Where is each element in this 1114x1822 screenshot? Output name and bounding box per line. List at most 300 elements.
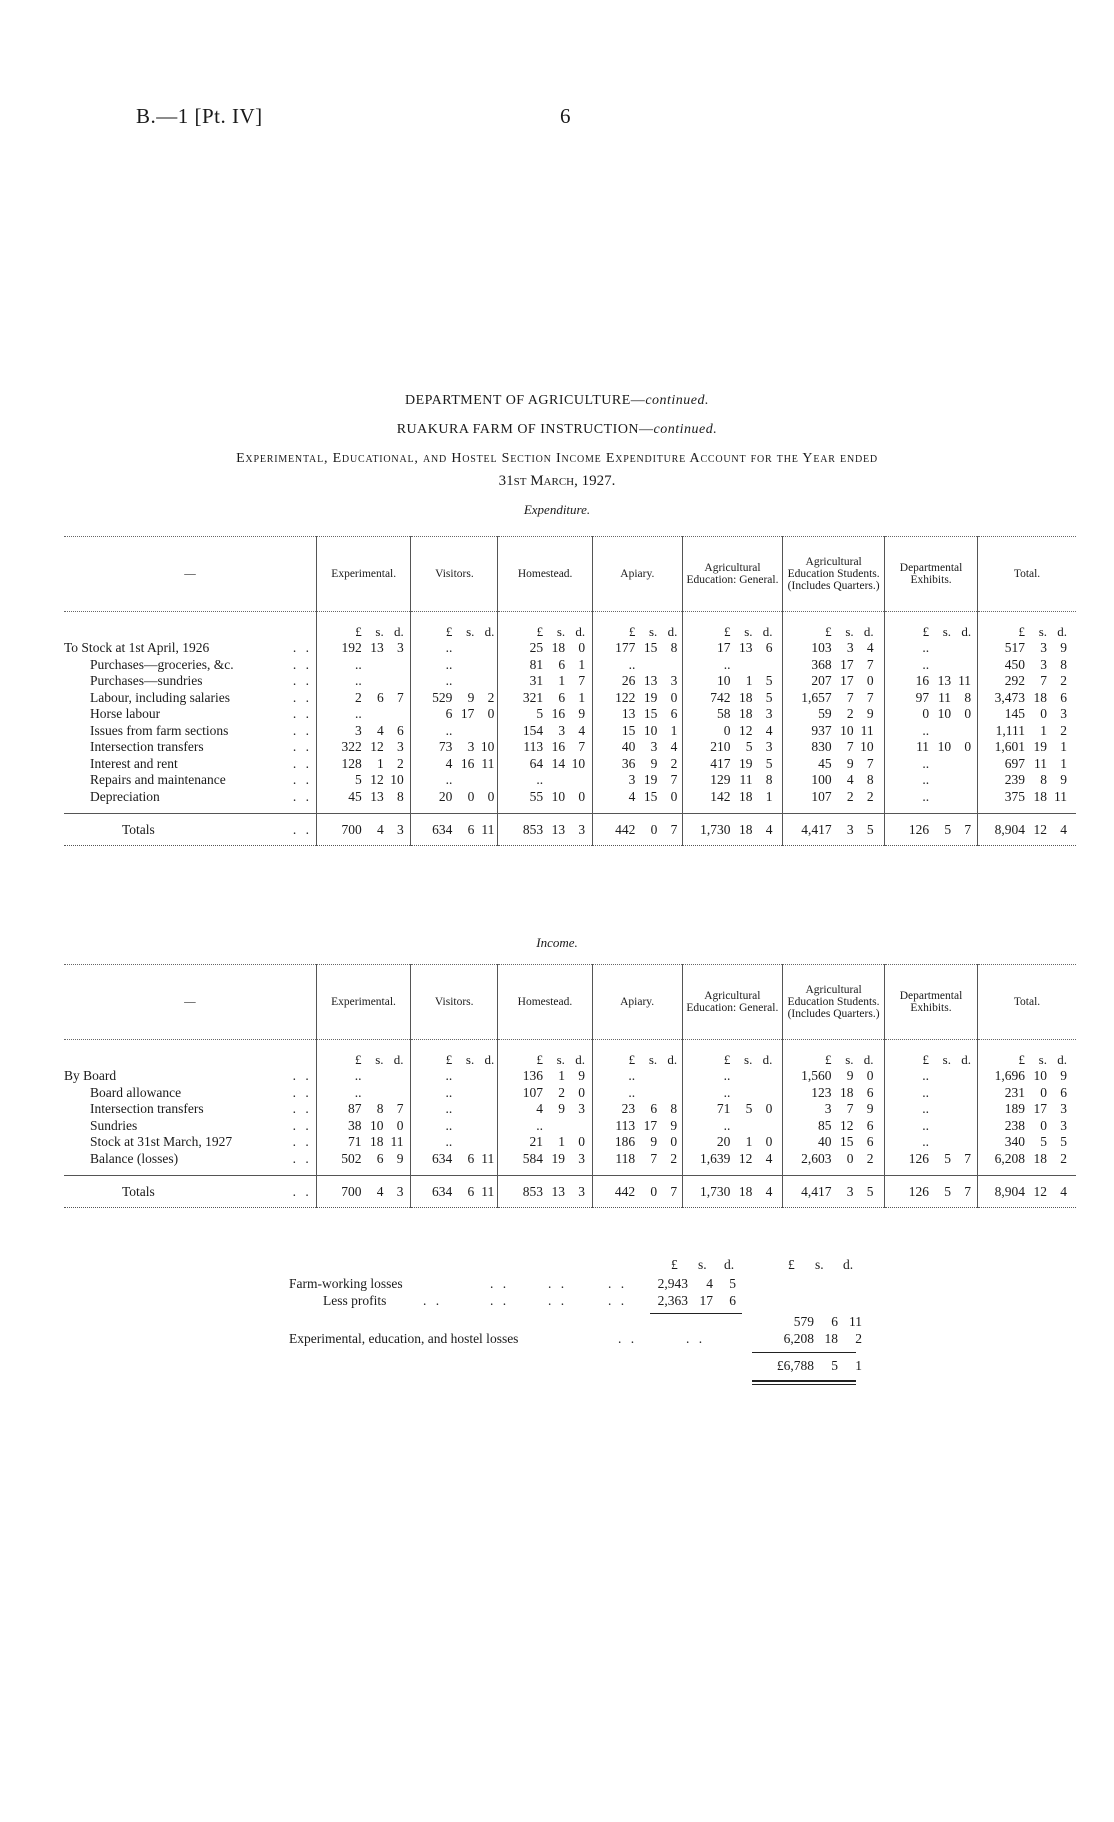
total-cell-pence: 4	[1060, 1184, 1067, 1199]
currency-symbol: £	[723, 1051, 731, 1067]
total-cell-shillings: 13	[551, 822, 566, 837]
summary-pence-header: d.	[843, 1257, 854, 1272]
amount-cell-shillings: 0	[846, 1150, 854, 1166]
amount-cell-pounds: ..	[628, 1068, 636, 1083]
total-cell	[316, 1176, 410, 1208]
amount-cell-pence: 3	[396, 739, 404, 754]
total-cell-pounds: 126	[908, 822, 930, 837]
currency-header	[317, 612, 411, 641]
amount-cell	[783, 739, 885, 756]
amount-cell-pounds: ..	[445, 722, 453, 738]
total-cell-pence: 3	[578, 1184, 585, 1199]
amount-cell	[592, 1101, 682, 1118]
amount-cell	[682, 789, 782, 806]
leader-dots: . .	[490, 1276, 510, 1291]
leader-dots: . .	[292, 772, 312, 787]
currency-symbol: d.	[961, 623, 972, 639]
amount-cell-pence: 1	[578, 656, 586, 672]
total-cell-pounds: 8,904	[994, 1184, 1025, 1199]
farm-working-losses-pounds: 2,943	[657, 1276, 688, 1291]
total-cell-pence: 11	[481, 822, 495, 837]
amount-cell-pence: 9	[866, 1101, 874, 1116]
income-row	[64, 1134, 1076, 1151]
amount-cell-pence: 0	[578, 1134, 585, 1149]
row-label-text: Intersection transfers	[90, 1101, 204, 1116]
amount-cell-shillings: 18	[1033, 689, 1048, 705]
amount-cell-pounds: 517	[1004, 640, 1026, 655]
amount-cell-pence: 1	[578, 689, 586, 705]
row-label	[64, 657, 317, 674]
amount-cell-pence: 1	[765, 788, 773, 804]
amount-cell-pence: 0	[396, 1117, 404, 1133]
total-cell-shillings: 4	[376, 822, 384, 837]
amount-cell	[316, 1134, 410, 1151]
amount-cell-pence: 0	[964, 739, 972, 754]
totals-row	[64, 814, 1076, 846]
currency-symbol: £	[825, 623, 832, 639]
amount-cell-pounds: ..	[445, 673, 453, 688]
amount-cell	[682, 640, 782, 657]
amount-cell-shillings: 10	[370, 1117, 384, 1133]
total-cell-pence: 3	[396, 1184, 404, 1199]
amount-cell	[885, 1151, 978, 1168]
amount-cell	[682, 1151, 782, 1168]
total-cell-shillings: 18	[738, 1184, 753, 1199]
row-label-text: Depreciation	[90, 788, 160, 804]
page-number: 6	[560, 104, 571, 128]
leader-dots: . .	[292, 755, 312, 771]
amount-cell-pounds: ..	[536, 772, 544, 787]
amount-cell	[317, 690, 411, 707]
amount-cell-pounds: 58	[717, 706, 731, 721]
amount-cell-pounds: 20	[438, 788, 453, 804]
amount-cell	[498, 772, 592, 789]
total-cell	[885, 1176, 978, 1208]
amount-cell-pence: 1	[1060, 755, 1068, 771]
currency-symbol: s.	[942, 623, 952, 639]
amount-cell-pounds: ..	[445, 1117, 453, 1133]
amount-cell-pounds: 38	[348, 1117, 362, 1133]
amount-cell-pounds: 107	[811, 788, 832, 804]
amount-cell-pence: 9	[866, 706, 874, 721]
column-header: Visitors.	[411, 965, 498, 1040]
amount-cell-pounds: 239	[1004, 772, 1026, 787]
amount-cell-pence: 1	[670, 722, 678, 738]
total-cell-pounds: 1,730	[700, 822, 731, 837]
total-cell	[411, 1176, 498, 1208]
amount-cell-pounds: 71	[716, 1101, 731, 1116]
less-profits-shillings: 17	[699, 1293, 713, 1308]
row-label-text: Sundries	[90, 1117, 138, 1133]
amount-cell	[411, 1118, 498, 1135]
amount-cell	[885, 1134, 978, 1151]
amount-cell	[682, 657, 782, 674]
amount-cell-pounds: 10	[717, 673, 731, 688]
total-double-rule	[752, 1380, 856, 1382]
amount-cell	[411, 706, 498, 723]
amount-cell-pounds: ..	[922, 772, 930, 787]
amount-cell-shillings: 5	[944, 1150, 951, 1166]
amount-cell-pence: 2	[1060, 722, 1068, 738]
amount-cell-shillings: 12	[739, 722, 753, 738]
amount-cell-shillings: 11	[938, 689, 952, 705]
amount-cell	[317, 739, 411, 756]
currency-symbol: £	[445, 1051, 453, 1067]
total-cell-pounds: 700	[341, 1184, 362, 1199]
row-label	[64, 1151, 316, 1168]
amount-cell	[885, 690, 978, 707]
currency-symbol: s.	[465, 1051, 475, 1067]
amount-cell	[885, 789, 978, 806]
leader-dots: . .	[618, 1331, 638, 1346]
total-cell-shillings: 6	[467, 1184, 475, 1199]
amount-cell-pounds: 40	[621, 739, 636, 754]
row-label	[64, 706, 317, 723]
document-reference: B.—1 [Pt. IV]	[136, 104, 263, 128]
amount-cell-shillings: 19	[643, 689, 658, 705]
amount-cell-pounds: 11	[916, 739, 930, 754]
amount-cell-pounds: 1,657	[801, 689, 832, 705]
amount-cell	[411, 772, 498, 789]
totals-label	[64, 1176, 316, 1208]
income-row	[64, 1101, 1076, 1118]
income-heading: Income.	[536, 935, 578, 950]
amount-cell	[783, 1134, 885, 1151]
amount-cell-pounds: 584	[522, 1150, 543, 1166]
amount-cell-pence: 5	[765, 689, 773, 705]
amount-cell-shillings: 9	[650, 1134, 658, 1149]
currency-symbol: s.	[744, 1051, 753, 1067]
expenditure-row	[64, 723, 1076, 740]
amount-cell	[498, 1134, 592, 1151]
total-cell-pence: 5	[866, 822, 874, 837]
amount-cell-pounds: 238	[1004, 1117, 1025, 1133]
account-title: Experimental, Educational, and Hostel Section Income Expenditure Account for the Year ended	[236, 451, 878, 466]
amount-cell-shillings: 12	[370, 739, 384, 754]
amount-cell-pence: 3	[765, 706, 773, 721]
expenditure-row	[64, 789, 1076, 806]
currency-symbol: s.	[1038, 1051, 1047, 1067]
amount-cell	[411, 1101, 498, 1118]
leader-dots: . .	[423, 1293, 443, 1308]
column-header: Experimental.	[317, 537, 411, 612]
amount-cell-pounds: 340	[1004, 1134, 1025, 1149]
amount-cell	[498, 723, 592, 740]
total-cell	[682, 1176, 782, 1208]
amount-cell-pence: 6	[1060, 689, 1068, 705]
amount-cell-pounds: 321	[522, 689, 544, 705]
currency-row	[64, 1040, 1076, 1069]
row-label	[64, 690, 317, 707]
account-date: 31st March, 1927.	[498, 473, 616, 489]
currency-symbol: d.	[575, 623, 586, 639]
total-cell	[885, 814, 978, 846]
row-label	[64, 640, 317, 657]
row-label-text: Balance (losses)	[90, 1150, 179, 1166]
amount-cell-pence: 3	[765, 739, 773, 754]
currency-symbol: £	[536, 623, 544, 639]
summary-shilling-header: s.	[815, 1257, 824, 1272]
column-header: Homestead.	[498, 965, 592, 1040]
amount-cell-pence: 4	[765, 722, 773, 738]
amount-cell-pounds: 3	[824, 1101, 832, 1116]
amount-cell-pence: 0	[487, 706, 495, 721]
column-header: Agricultural Education: General.	[682, 537, 782, 612]
row-label-text: Interest and rent	[90, 755, 178, 771]
amount-cell-pence: 0	[578, 788, 586, 804]
amount-cell-pounds: 154	[522, 722, 544, 738]
amount-cell-pence: 6	[866, 1134, 874, 1149]
leader-dots: . .	[292, 706, 312, 721]
amount-cell-pence: 0	[670, 788, 678, 804]
total-cell-pounds: 8,904	[994, 822, 1026, 837]
amount-cell-pounds: ..	[723, 1117, 731, 1133]
amount-cell-shillings: 3	[650, 739, 658, 754]
amount-cell	[592, 673, 682, 690]
currency-symbol: £	[355, 623, 362, 639]
amount-cell-shillings: 9	[846, 755, 854, 771]
amount-cell-pounds: ..	[445, 1084, 453, 1100]
amount-cell-pounds: 129	[710, 772, 731, 787]
amount-cell-shillings: 9	[650, 755, 658, 771]
amount-cell-shillings: 1	[745, 1134, 753, 1149]
amount-cell-pence: 3	[578, 1101, 585, 1116]
amount-cell-pence: 2	[1060, 1150, 1067, 1166]
currency-symbol: d.	[762, 623, 773, 639]
amount-cell-pounds: 40	[818, 1134, 832, 1149]
amount-cell-shillings: 14	[551, 755, 566, 771]
amount-cell	[977, 1085, 1076, 1102]
currency-symbol: s.	[648, 1051, 658, 1067]
amount-cell-shillings: 10	[840, 722, 854, 738]
amount-cell	[411, 739, 498, 756]
farm-working-losses-shillings: 4	[706, 1276, 713, 1291]
amount-cell-pounds: 3,473	[994, 689, 1026, 705]
amount-cell	[498, 739, 592, 756]
amount-cell-shillings: 9	[846, 1068, 854, 1083]
leader-dots: . .	[548, 1276, 568, 1291]
summary-pound-header: £	[671, 1257, 678, 1272]
amount-cell-pence: 8	[765, 772, 773, 787]
summary-shilling-header: s.	[698, 1257, 707, 1272]
amount-cell	[682, 1085, 782, 1102]
amount-cell-pounds: 15	[621, 722, 636, 738]
amount-cell-pence: 5	[765, 673, 773, 688]
currency-symbol: £	[825, 1051, 832, 1067]
total-cell-pence: 4	[1060, 822, 1068, 837]
row-label-text: Issues from farm sections	[90, 722, 229, 738]
amount-cell-pence: 7	[866, 656, 874, 672]
amount-cell-shillings: 7	[846, 689, 854, 705]
amount-cell	[411, 640, 498, 657]
amount-cell-pence: 7	[396, 689, 404, 705]
amount-cell-pounds: 210	[710, 739, 731, 754]
summary-pence-header: d.	[724, 1257, 735, 1272]
amount-cell-shillings: 1	[558, 1134, 565, 1149]
amount-cell-pence: 10	[390, 772, 404, 787]
amount-cell-pounds: ..	[922, 1134, 929, 1149]
amount-cell-pence: 7	[578, 739, 586, 754]
amount-cell	[978, 772, 1076, 789]
amount-cell-pounds: 45	[818, 755, 832, 771]
amount-cell-pence: 2	[487, 689, 495, 705]
amount-cell	[411, 723, 498, 740]
amount-cell	[682, 673, 782, 690]
currency-symbol: d.	[484, 1051, 495, 1067]
amount-cell-pounds: ..	[922, 1084, 929, 1100]
row-label-text: Purchases—groceries, &c.	[90, 656, 234, 672]
amount-cell	[885, 640, 978, 657]
amount-cell-pounds: 145	[1004, 706, 1026, 721]
expenditure-row	[64, 739, 1076, 756]
exp-losses-pence: 2	[855, 1331, 862, 1346]
amount-cell-shillings: 13	[739, 640, 753, 655]
amount-cell-shillings: 6	[650, 1101, 658, 1116]
amount-cell	[783, 756, 885, 773]
amount-cell-pounds: 368	[811, 656, 832, 672]
currency-header	[977, 1040, 1076, 1069]
amount-cell-pence: 6	[1060, 1084, 1067, 1100]
amount-cell-shillings: 13	[643, 673, 658, 688]
amount-cell	[592, 756, 682, 773]
amount-cell	[783, 789, 885, 806]
currency-header	[682, 612, 782, 641]
total-cell-pounds: 126	[908, 1184, 929, 1199]
amount-cell-pence: 6	[396, 722, 404, 738]
amount-cell-pounds: ..	[445, 772, 453, 787]
total-cell-shillings: 6	[467, 822, 475, 837]
amount-cell	[783, 1118, 885, 1135]
amount-cell	[411, 1151, 498, 1168]
amount-cell-pence: 11	[958, 673, 972, 688]
amount-cell-pounds: 189	[1004, 1101, 1025, 1116]
amount-cell	[317, 706, 411, 723]
total-cell-pence: 4	[765, 1184, 773, 1199]
amount-cell	[498, 1068, 592, 1085]
amount-cell-shillings: 2	[558, 1084, 565, 1100]
currency-symbol: d.	[484, 623, 495, 639]
amount-cell	[885, 706, 978, 723]
amount-cell	[411, 1085, 498, 1102]
total-cell-shillings: 0	[650, 822, 658, 837]
amount-cell	[498, 640, 592, 657]
amount-cell-shillings: 3	[846, 640, 854, 655]
leader-dots: . .	[292, 822, 312, 837]
amount-cell-pounds: ..	[445, 1134, 453, 1149]
currency-header	[978, 612, 1076, 641]
amount-cell	[885, 756, 978, 773]
column-header: Apiary.	[592, 537, 682, 612]
amount-cell-pence: 0	[765, 1134, 773, 1149]
leader-dots: . .	[608, 1293, 628, 1308]
amount-cell-pounds: 186	[614, 1134, 636, 1149]
amount-cell	[682, 772, 782, 789]
amount-cell	[317, 657, 411, 674]
amount-cell-pounds: ..	[723, 656, 731, 672]
amount-cell-shillings: 5	[745, 1101, 753, 1116]
amount-cell-shillings: 0	[1040, 706, 1048, 721]
amount-cell-pounds: 21	[529, 1134, 543, 1149]
amount-cell-pounds: 292	[1004, 673, 1026, 688]
currency-header	[498, 1040, 592, 1069]
amount-cell	[682, 1068, 782, 1085]
amount-cell-pence: 10	[480, 739, 495, 754]
total-cell-shillings: 18	[739, 822, 753, 837]
exp-losses-label: Experimental, education, and hostel losses	[289, 1331, 519, 1346]
currency-symbol: d.	[1057, 1051, 1067, 1067]
amount-cell-shillings: 15	[643, 788, 658, 804]
amount-cell	[498, 1151, 592, 1168]
amount-cell-shillings: 19	[739, 755, 753, 771]
amount-cell-pounds: 103	[811, 640, 832, 655]
currency-row	[64, 612, 1076, 641]
amount-cell-shillings: 16	[460, 755, 475, 771]
amount-cell-pounds: ..	[922, 1117, 929, 1133]
amount-cell	[885, 772, 978, 789]
currency-symbol: d.	[762, 1051, 773, 1067]
amount-cell-shillings: 9	[467, 689, 475, 705]
amount-cell-pounds: 142	[710, 788, 731, 804]
amount-cell	[978, 657, 1076, 674]
amount-cell	[317, 640, 411, 657]
amount-cell-pounds: 97	[915, 689, 930, 705]
amount-cell-pounds: 207	[811, 673, 832, 688]
amount-cell-pence: 8	[670, 1101, 678, 1116]
amount-cell-pence: 2	[396, 755, 404, 771]
amount-cell	[783, 723, 885, 740]
currency-symbol: s.	[375, 623, 384, 639]
expenditure-row	[64, 772, 1076, 789]
amount-cell	[317, 756, 411, 773]
amount-cell-pounds: 1,639	[699, 1150, 731, 1166]
amount-cell-pence: 2	[866, 788, 874, 804]
amount-cell-pounds: ..	[922, 640, 930, 655]
total-cell	[783, 814, 885, 846]
amount-cell-pounds: 107	[522, 1084, 543, 1100]
amount-cell	[592, 772, 682, 789]
amount-cell-pence: 6	[765, 640, 773, 655]
currency-symbol: £	[724, 623, 731, 639]
amount-cell	[317, 673, 411, 690]
amount-cell-shillings: 18	[1033, 788, 1048, 804]
amount-cell	[592, 723, 682, 740]
leader-dots: . .	[292, 1117, 312, 1133]
currency-header	[783, 1040, 885, 1069]
amount-cell	[977, 1151, 1076, 1168]
total-cell-pounds: 4,417	[801, 1184, 832, 1199]
total-cell	[977, 1176, 1076, 1208]
currency-symbol: £	[922, 1051, 929, 1067]
amount-cell	[978, 673, 1076, 690]
amount-cell-pounds: 136	[522, 1068, 543, 1083]
amount-cell	[783, 1151, 885, 1168]
total-cell	[592, 814, 682, 846]
amount-cell-pounds: 0	[723, 722, 731, 738]
amount-cell-pounds: ..	[723, 1084, 731, 1100]
currency-symbol: s.	[556, 1051, 565, 1067]
amount-cell-pounds: 502	[341, 1150, 362, 1166]
amount-cell-pounds: 81	[529, 656, 544, 672]
amount-cell-pence: 0	[866, 1068, 874, 1083]
amount-cell	[977, 1118, 1076, 1135]
amount-cell	[316, 1151, 410, 1168]
amount-cell	[592, 1068, 682, 1085]
spacer-row	[64, 805, 1076, 814]
amount-cell	[498, 673, 592, 690]
currency-symbol: d.	[1057, 623, 1068, 639]
amount-cell-pence: 9	[1060, 1068, 1067, 1083]
column-header: Total.	[978, 537, 1076, 612]
